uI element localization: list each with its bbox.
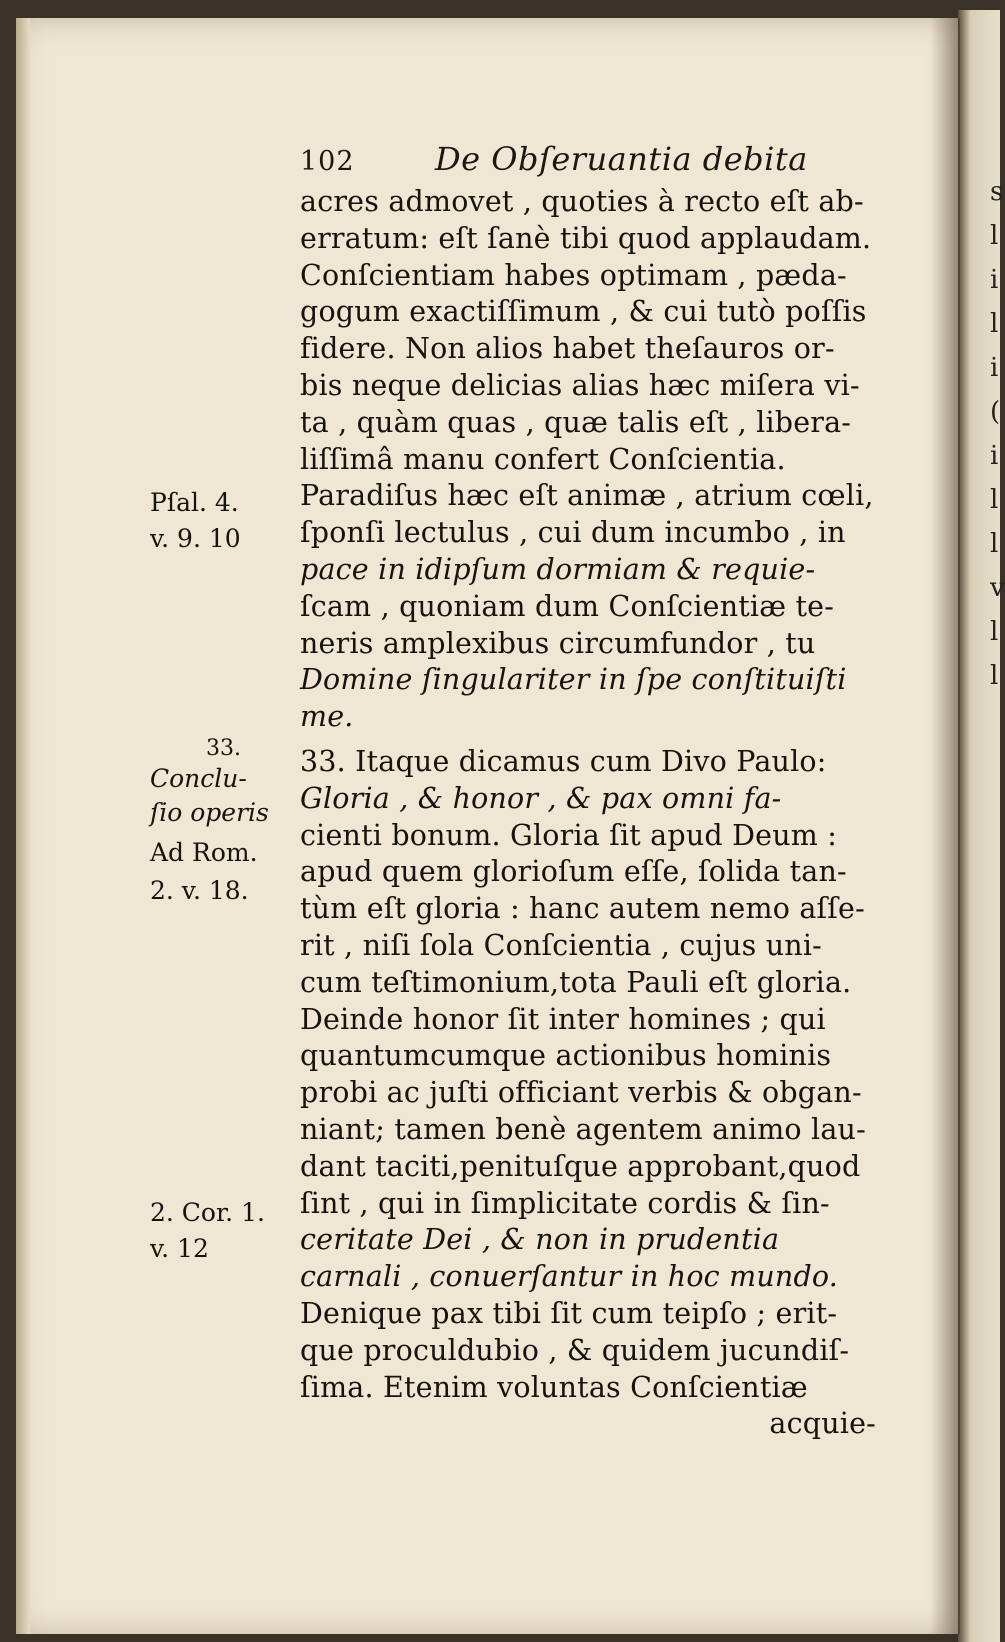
text-line: cienti bonum. Gloria ſit apud Deum : [300,818,838,852]
text-line: gogum exactiſſimum , & cui tutò poſſis [300,295,867,329]
text-line: dant taciti,penituſque approbant,quod [300,1149,861,1183]
text-line: liſſimâ manu confert Conſcientia. [300,442,786,476]
text-line: erratum: eſt ſanè tibi quod applaudam. [300,221,872,255]
text-line-italic: me. [300,700,354,734]
margin-note-section-title-cont: ſio operis [150,798,269,827]
margin-note-corinthians-ref: 2. Cor. 1. [150,1198,265,1227]
text-line: ſima. Etenim voluntas Conſcientiæ [300,1370,808,1404]
text-line: quantumcumque actionibus hominis [300,1039,832,1073]
text-line-italic: pace in idipſum dormiam & requie- [300,552,816,586]
facing-page-glyphs: s l i l i ( i l l v l l [990,177,1005,691]
text-line: ta , quàm quas , quæ talis eſt , libera- [300,405,852,439]
text-line: bis neque delicias alias hæc miſera vi- [300,368,860,402]
text-line: ſcam , quoniam dum Conſcientiæ te- [300,589,835,623]
body-text [300,184,890,1443]
margin-note-section-number: 33. [206,736,241,761]
page-number: 102 [300,146,355,177]
running-title: De Obſeruantia debita [435,140,808,178]
margin-note-romans-ref: Ad Rom. [150,838,258,867]
text-line: Denique pax tibi ſit cum teipſo ; erit- [300,1296,838,1330]
text-line: tùm eſt gloria : hanc autem nemo aſſe- [300,892,865,926]
page-header [300,140,860,184]
text-line-italic: ceritate Dei , & non in prudentia [300,1223,780,1257]
text-line-italic: Domine ſingulariter in ſpe conſtituiſti [300,663,847,697]
margin-note-psalm-ref: Pſal. 4. [150,488,239,517]
margin-note-corinthians-verse: v. 12 [150,1234,209,1263]
text-line-italic: carnali , conuerſantur in hoc mundo. [300,1260,838,1294]
text-line: Conſcientiam habes optimam , pæda- [300,258,847,292]
text-line: probi ac juſti officiant verbis & obgan- [300,1076,862,1110]
text-line: apud quem glorioſum eſſe, ſolida tan- [300,855,847,889]
text-line: Paradiſus hæc eſt animæ , atrium cœli, [300,479,874,513]
text-line: ſponſi lectulus , cui dum incumbo , in [300,516,846,550]
text-line: Deinde honor ſit inter homines ; qui [300,1002,826,1036]
margin-note-section-title: Conclu- [150,764,247,793]
text-line: cum teſtimonium,tota Pauli eſt gloria. [300,965,852,999]
text-line: rit , niſi ſola Conſcientia , cujus uni- [300,928,822,962]
margin-note-romans-verse: 2. v. 18. [150,876,249,905]
text-line: niant; tamen benè agentem animo lau- [300,1112,866,1146]
text-line: acres admovet , quoties à recto eſt ab- [300,185,864,218]
text-line: fidere. Non alios habet theſauros or- [300,332,835,366]
gutter-shadow [930,18,960,1634]
text-line-italic: Gloria , & honor , & pax omni fa- [300,781,782,815]
text-line-section-start: 33. Itaque dicamus cum Divo Paulo: [300,744,827,778]
text-line: neris amplexibus circumfundor , tu [300,626,816,660]
text-line: que proculdubio , & quidem jucundiſ- [300,1333,850,1367]
margin-note-psalm-verse: v. 9. 10 [150,524,241,553]
page-edge-shadow [16,18,30,1634]
text-line: ſint , qui in ſimplicitate cordis & ſin- [300,1186,830,1220]
catchword: acquie- [769,1407,876,1441]
